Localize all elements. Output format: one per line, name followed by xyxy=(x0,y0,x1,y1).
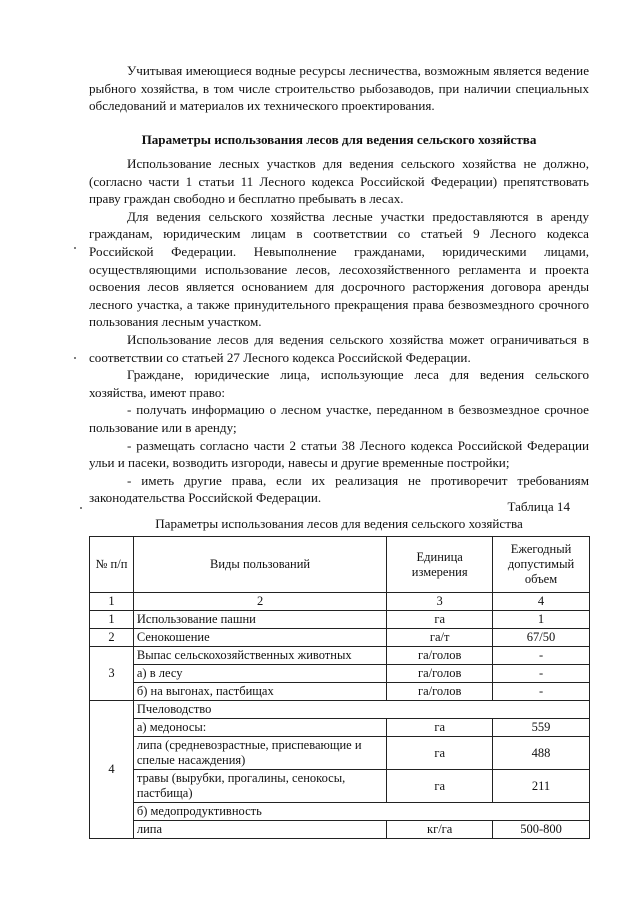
row-amount: - xyxy=(493,665,590,683)
list-item: - размещать согласно части 2 статьи 38 Лесного кодекса Российской Федерации ульи и пасеки, возводить изгороди, навесы и другие временные постройки; xyxy=(89,437,589,471)
col-number: 1 xyxy=(90,593,134,611)
row-amount: - xyxy=(493,647,590,665)
section-heading: Параметры использования лесов для ведения сельского хозяйства xyxy=(141,132,537,147)
table-row xyxy=(90,821,590,839)
table-row xyxy=(90,803,590,821)
paragraph: Использование лесных участков для ведения сельского хозяйства не должно, (согласно части 1 статьи 11 Лесного кодекса Российской Федерации) препятствовать праву граждан свободно и бесплатно пребывать в лесах. xyxy=(89,156,589,207)
row-amount: - xyxy=(493,683,590,701)
table-header-row xyxy=(90,537,590,593)
row-num: 4 xyxy=(90,701,134,839)
row-type: липа (средневозрастные, приспевающие и спелые насаждения) xyxy=(133,737,386,770)
row-unit: га xyxy=(387,737,493,770)
row-unit: га/голов xyxy=(387,665,493,683)
table-row xyxy=(90,611,590,629)
row-type: Пчеловодство xyxy=(133,701,589,719)
header-num: № п/п xyxy=(90,537,134,593)
paragraph: Использование лесов для ведения сельского хозяйства может ограничиваться в соответствии со статьей 27 Лесного кодекса Российской Федерации. xyxy=(89,331,589,365)
header-amount: Ежегодный допустимый объем xyxy=(493,537,590,593)
section-body xyxy=(89,155,589,507)
row-type: а) в лесу xyxy=(133,665,386,683)
list-item: - получать информацию о лесном участке, переданном в безвозмездное срочное пользование или в аренду; xyxy=(89,402,589,435)
scan-speck xyxy=(74,357,76,359)
table-row xyxy=(90,665,590,683)
table-row xyxy=(90,737,590,770)
row-type: а) медоносы: xyxy=(133,719,386,737)
table-caption: Параметры использования лесов для ведения сельского хозяйства xyxy=(155,516,523,531)
row-unit: кг/га xyxy=(387,821,493,839)
list-item: - иметь другие права, если их реализация не противоречит требованиям законодательства Российской Федерации. xyxy=(89,472,589,506)
table-row xyxy=(90,647,590,665)
row-num: 1 xyxy=(90,611,134,629)
row-num: 3 xyxy=(90,647,134,701)
column-number-row xyxy=(90,593,590,611)
table-row xyxy=(90,683,590,701)
row-amount: 1 xyxy=(493,611,590,629)
row-unit: га/т xyxy=(387,629,493,647)
row-unit: га xyxy=(387,719,493,737)
header-unit: Единица измерения xyxy=(387,537,493,593)
row-amount: 559 xyxy=(493,719,590,737)
paragraph: Для ведения сельского хозяйства лесные участки предоставляются в аренду гражданам, юридическим лицам в соответствии со статьей 9 Лесного кодекса Российской Федерации. Невыполнение гражданами, юридическими лицами, осуществляющими использование лесов, лесохозяйственного регламента и проекта освоения лесов является основанием для досрочного расторжения договора аренды лесного участка, а также принудительного прекращения права безвозмездного срочного пользования лесным участком. xyxy=(89,208,589,330)
col-number: 4 xyxy=(493,593,590,611)
row-amount: 500-800 xyxy=(493,821,590,839)
row-type: травы (вырубки, прогалины, сенокосы, пастбища) xyxy=(133,770,386,803)
row-type: Сенокошение xyxy=(133,629,386,647)
row-amount: 211 xyxy=(493,770,590,803)
row-type: б) на выгонах, пастбищах xyxy=(133,683,386,701)
row-unit: га/голов xyxy=(387,647,493,665)
row-unit: га xyxy=(387,611,493,629)
table-number: Таблица 14 xyxy=(507,499,570,514)
row-num: 2 xyxy=(90,629,134,647)
table-row xyxy=(90,770,590,803)
row-type: Использование пашни xyxy=(133,611,386,629)
row-type: Выпас сельскохозяйственных животных xyxy=(133,647,386,665)
intro-text xyxy=(89,62,589,115)
row-type: б) медопродуктивность xyxy=(133,803,589,821)
col-number: 2 xyxy=(133,593,386,611)
row-amount: 488 xyxy=(493,737,590,770)
parameters-table xyxy=(89,536,590,839)
intro-paragraph: Учитывая имеющиеся водные ресурсы лесничества, возможным является ведение рыбного хозяйства, в том числе строительство рыбозаводов, при наличии специальных обследований и материалов их технического проектирования. xyxy=(89,63,589,114)
paragraph: Граждане, юридические лица, использующие леса для ведения сельского хозяйства, имеют право: xyxy=(89,367,589,400)
table-row xyxy=(90,701,590,719)
table-row xyxy=(90,629,590,647)
row-unit: га xyxy=(387,770,493,803)
row-type: липа xyxy=(133,821,386,839)
row-amount: 67/50 xyxy=(493,629,590,647)
table-row xyxy=(90,719,590,737)
scan-speck xyxy=(80,507,82,509)
row-unit: га/голов xyxy=(387,683,493,701)
header-type: Виды пользований xyxy=(133,537,386,593)
scan-speck xyxy=(74,247,76,249)
col-number: 3 xyxy=(387,593,493,611)
